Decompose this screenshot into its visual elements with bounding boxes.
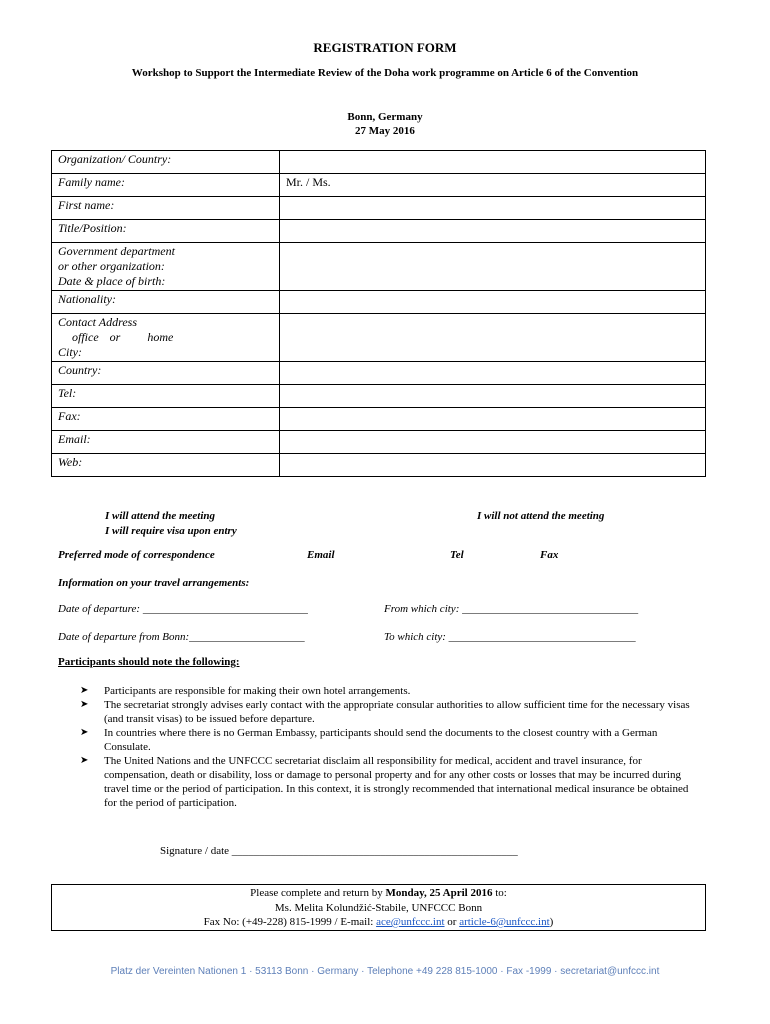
contact-or-text: or [109, 330, 121, 344]
event-place-date [0, 110, 770, 138]
country-field[interactable] [280, 362, 706, 385]
return-deadline-date: Monday, 25 April 2016 [385, 887, 493, 899]
from-city-field[interactable]: From which city: ________________________________ [384, 603, 639, 615]
attend-option[interactable]: I will attend the meeting [105, 510, 216, 522]
arrow-bullet-icon: ➤ [80, 685, 89, 696]
correspondence-tel-option[interactable]: Tel [450, 549, 464, 561]
country-label: Country: [52, 362, 280, 385]
family-name-field[interactable]: Mr. / Ms. [280, 174, 706, 197]
contact-address-label [52, 314, 280, 362]
first-name-field[interactable] [280, 197, 706, 220]
event-city: Bonn, Germany [347, 111, 423, 123]
to-city-field[interactable]: To which city: __________________________________ [384, 631, 636, 643]
registration-table [51, 150, 706, 477]
return-deadline [52, 886, 705, 901]
return-deadline-post: to: [495, 887, 507, 899]
article6-email-link[interactable]: article-6@unfccc.int [459, 916, 550, 928]
gov-dept-line1: Government department [58, 244, 175, 258]
email-label: Email: [52, 431, 280, 454]
return-instructions-box [51, 884, 706, 931]
list-item [58, 754, 698, 810]
organization-label: Organization/ Country: [52, 151, 280, 174]
travel-heading: Information on your travel arrangements: [58, 577, 250, 589]
organization-field[interactable] [280, 151, 706, 174]
or-text: or [447, 916, 457, 928]
tel-field[interactable] [280, 385, 706, 408]
note-text: In countries where there is no German Embassy, participants should send the documents to the closest country with a German Consulate. [104, 727, 658, 753]
fax-label: Fax: [52, 408, 280, 431]
contact-home-option[interactable]: home [147, 330, 174, 344]
notes-heading: Participants should note the following: [58, 656, 240, 668]
city-label: City: [58, 345, 82, 359]
web-label: Web: [52, 454, 280, 477]
contact-address-options [58, 330, 273, 345]
list-item [58, 684, 698, 698]
correspondence-fax-option[interactable]: Fax [540, 549, 559, 561]
title-position-field[interactable] [280, 220, 706, 243]
gov-dept-line2: or other organization: [58, 259, 165, 273]
list-item [58, 698, 698, 726]
arrow-bullet-icon: ➤ [80, 699, 89, 710]
nationality-field[interactable] [280, 291, 706, 314]
page-footer: Platz der Vereinten Nationen 1 · 53113 Bonn · Germany · Telephone +49 228 815-1000 · Fax -1999 · secretariat@unfccc.int [110, 966, 660, 977]
contact-office-option[interactable]: office [72, 330, 99, 344]
note-text: The United Nations and the UNFCCC secretariat disclaim all responsibility for medical, accident and travel insurance, for compensation, death or disability, loss or damage to personal property and for any other costs or losses that may be incurred during travel time or the period of participation. In this context, it is strongly recommended that international medical insurance be obtained for the period of participation. [104, 755, 689, 809]
correspondence-label: Preferred mode of correspondence [58, 549, 215, 561]
contact-address-line1: Contact Address [58, 315, 138, 329]
note-text: The secretariat strongly advises early contact with the appropriate consular authorities to allow sufficient time for the necessary visas (and transit visas) to be issued before departure. [104, 699, 690, 725]
web-field[interactable] [280, 454, 706, 477]
gov-dept-field[interactable] [280, 243, 706, 291]
correspondence-email-option[interactable]: Email [307, 549, 335, 561]
visa-option[interactable]: I will require visa upon entry [105, 525, 237, 537]
notes-list [58, 684, 698, 810]
fax-field[interactable] [280, 408, 706, 431]
form-subtitle: Workshop to Support the Intermediate Review of the Doha work programme on Article 6 of the Convention [131, 67, 639, 79]
event-date: 27 May 2016 [355, 125, 415, 137]
email-field[interactable] [280, 431, 706, 454]
tel-label: Tel: [52, 385, 280, 408]
dob-label: Date & place of birth: [58, 274, 166, 288]
first-name-label: First name: [52, 197, 280, 220]
return-fax-text: Fax No: (+49-228) 815-1999 / E-mail: [203, 916, 374, 928]
return-contact-name: Ms. Melita Kolundžić-Stabile, UNFCCC Bonn [274, 901, 483, 914]
gov-dept-label [52, 243, 280, 291]
departure-bonn-field[interactable]: Date of departure from Bonn:_____________________ [58, 631, 305, 643]
return-deadline-pre: Please complete and return by [250, 887, 383, 899]
contact-address-field[interactable] [280, 314, 706, 362]
departure-date-field[interactable]: Date of departure: ______________________________ [58, 603, 308, 615]
form-title: REGISTRATION FORM [313, 40, 457, 55]
family-name-label: Family name: [52, 174, 280, 197]
arrow-bullet-icon: ➤ [80, 727, 89, 738]
note-text: Participants are responsible for making their own hotel arrangements. [104, 685, 411, 697]
signature-date-field[interactable]: Signature / date ____________________________________________________ [160, 845, 518, 857]
return-contact-details [52, 915, 705, 930]
not-attend-option[interactable]: I will not attend the meeting [477, 510, 605, 522]
title-position-label: Title/Position: [52, 220, 280, 243]
closing-paren: ) [549, 916, 554, 928]
list-item [58, 726, 698, 754]
nationality-label: Nationality: [52, 291, 280, 314]
arrow-bullet-icon: ➤ [80, 755, 89, 766]
ace-email-link[interactable]: ace@unfccc.int [376, 916, 445, 928]
